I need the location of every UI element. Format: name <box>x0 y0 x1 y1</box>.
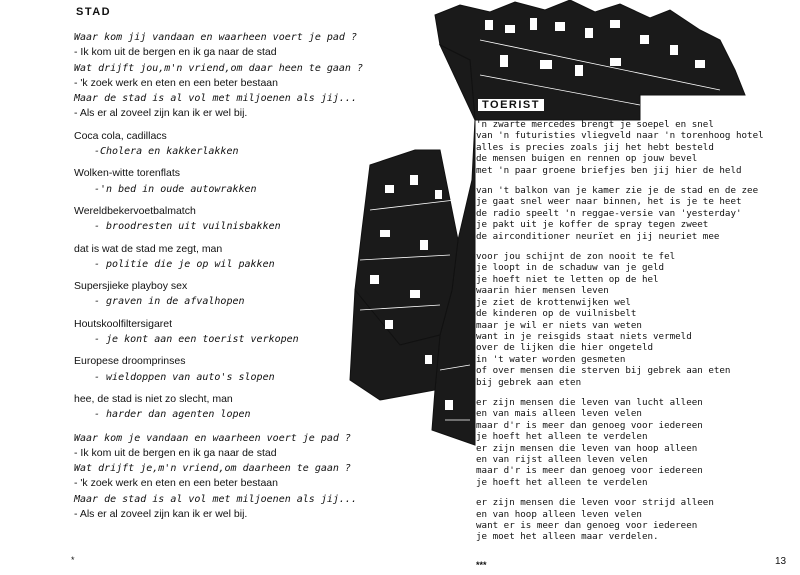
toerist-line: je hoeft het alleen te verdelen <box>476 431 648 443</box>
toerist-line: je pakt uit je koffer de spray tegen zweet <box>476 219 709 231</box>
toerist-line: de radio speelt 'n reggae-versie van 'yesterday' <box>476 207 742 219</box>
stad-line: Wolken-witte torenflats <box>74 167 181 180</box>
stad-line: Waar kom jij vandaan en waarheen voert je pad ? <box>74 32 357 43</box>
page-number: 13 <box>775 556 787 567</box>
stad-line: Supersjieke playboy sex <box>74 280 188 293</box>
stad-line: - Ik kom uit de bergen en ik ga naar de stad <box>74 446 277 459</box>
toerist-end-mark: *** <box>476 560 487 570</box>
toerist-line: van 'n futuristies vliegveld naar 'n torenhoog hotel <box>476 130 764 142</box>
toerist-line: je loopt in de schaduw van je geld <box>476 262 665 274</box>
toerist-title: TOERIST <box>478 99 544 111</box>
toerist-stanza <box>476 497 796 543</box>
stad-line: - 'k zoek werk en eten en een beter bestaan <box>74 477 278 490</box>
toerist-stanza <box>476 185 796 242</box>
stad-line: Maar de stad is al vol met miljoenen als jij... <box>74 493 357 505</box>
toerist-line: van 't balkon van je kamer zie je de stad en de zee <box>476 185 759 197</box>
stad-line: hee, de stad is niet zo slecht, man <box>74 392 233 405</box>
stad-line: - 'k zoek werk en eten en een beter bestaan <box>74 76 278 89</box>
stad-line: Maar de stad is al vol met miljoenen als jij... <box>74 93 357 105</box>
stad-line: - harder dan agenten lopen <box>94 409 251 421</box>
stad-line: dat is wat de stad me zegt, man <box>74 242 223 255</box>
toerist-line: je ziet de krottenwijken wel <box>476 296 631 308</box>
toerist-line: alles is precies zoals jij het hebt besteld <box>476 141 714 153</box>
stad-line: Wat drijft je,m'n vriend,om daarheen te gaan ? <box>74 463 351 475</box>
stad-line: Houtskoolfiltersigaret <box>74 317 173 330</box>
toerist-stanza <box>476 119 796 176</box>
stad-line: - Ik kom uit de bergen en ik ga naar de stad <box>74 46 277 59</box>
toerist-line: maar d'r is meer dan genoeg voor iedereen <box>476 465 703 477</box>
stad-line: - Als er al zoveel zijn kan ik er wel bij. <box>74 107 248 120</box>
toerist-line: maar d'r is meer dan genoeg voor iedereen <box>476 419 703 431</box>
stad-line: - broodresten uit vuilnisbakken <box>94 221 281 233</box>
stad-line: - politie die je op wil pakken <box>94 258 275 270</box>
toerist-line: er zijn mensen die leven van lucht alleen <box>476 396 703 408</box>
toerist-line: en van mais alleen leven velen <box>476 408 642 420</box>
toerist-line: voor jou schijnt de zon nooit te fel <box>476 251 676 263</box>
stad-line: - je kont aan een toerist verkopen <box>94 334 299 346</box>
stad-column <box>74 6 424 522</box>
stad-line: - graven in de afvalhopen <box>94 296 245 308</box>
stad-line: Europese droomprinses <box>74 355 186 368</box>
toerist-column <box>476 93 796 552</box>
stad-line: - Als er al zoveel zijn kan ik er wel bij. <box>74 508 248 521</box>
stad-line: Coca cola, cadillacs <box>74 129 167 142</box>
stad-title: STAD <box>76 6 112 18</box>
toerist-line: de kinderen op de vuilnisbelt <box>476 308 637 320</box>
toerist-line: in 't water worden gesmeten <box>476 353 626 365</box>
toerist-line: want in je reisgids staat niets vermeld <box>476 330 692 342</box>
toerist-line: en van hoop alleen leven velen <box>476 508 642 520</box>
stad-line: Wat drijft jou,m'n vriend,om daar heen te gaan ? <box>74 62 363 74</box>
toerist-line: je hoeft het alleen te verdelen <box>476 476 648 488</box>
toerist-line: er zijn mensen die leven van hoop alleen <box>476 442 698 454</box>
toerist-line: je gaat snel weer naar binnen, het is je te heet <box>476 196 742 208</box>
stad-end-mark: * <box>71 555 75 565</box>
toerist-line: je moet het alleen maar verdelen. <box>476 531 659 543</box>
toerist-line: of over mensen die sterven bij gebrek aan eten <box>476 365 731 377</box>
toerist-stanza <box>476 397 796 488</box>
stad-line: Wereldbekervoetbalmatch <box>74 204 196 217</box>
stad-line: -Cholera en kakkerlakken <box>94 146 239 158</box>
toerist-line: met 'n paar groene briefjes ben jij hier de held <box>476 164 742 176</box>
toerist-line: en van rijst alleen leven velen <box>476 453 648 465</box>
toerist-line: waarin hier mensen leven <box>476 285 609 297</box>
stad-line: Waar kom je vandaan en waarheen voert je pad ? <box>74 432 351 444</box>
toerist-line: want er is meer dan genoeg voor iedereen <box>476 520 698 531</box>
toerist-stanza <box>476 251 796 388</box>
toerist-line: maar je wil er niets van weten <box>476 319 642 331</box>
toerist-stanzas <box>476 119 796 543</box>
toerist-line: bij gebrek aan eten <box>476 376 582 388</box>
toerist-line: 'n zwarte mercedes brengt je soepel en snel <box>476 119 714 130</box>
stad-lines <box>74 30 424 522</box>
toerist-line: de mensen buigen en rennen op jouw bevel <box>476 153 698 165</box>
toerist-line: er zijn mensen die leven voor strijd alleen <box>476 497 714 509</box>
toerist-line: de airconditioner neurïet en jij neuriet mee <box>476 230 720 242</box>
toerist-line: je hoeft niet te letten op de hel <box>476 273 659 285</box>
stad-line: -'n bed in oude autowrakken <box>94 183 257 195</box>
toerist-line: over de lijken die hier ongeteld <box>476 342 654 354</box>
stad-line: - wieldoppen van auto's slopen <box>94 371 275 383</box>
